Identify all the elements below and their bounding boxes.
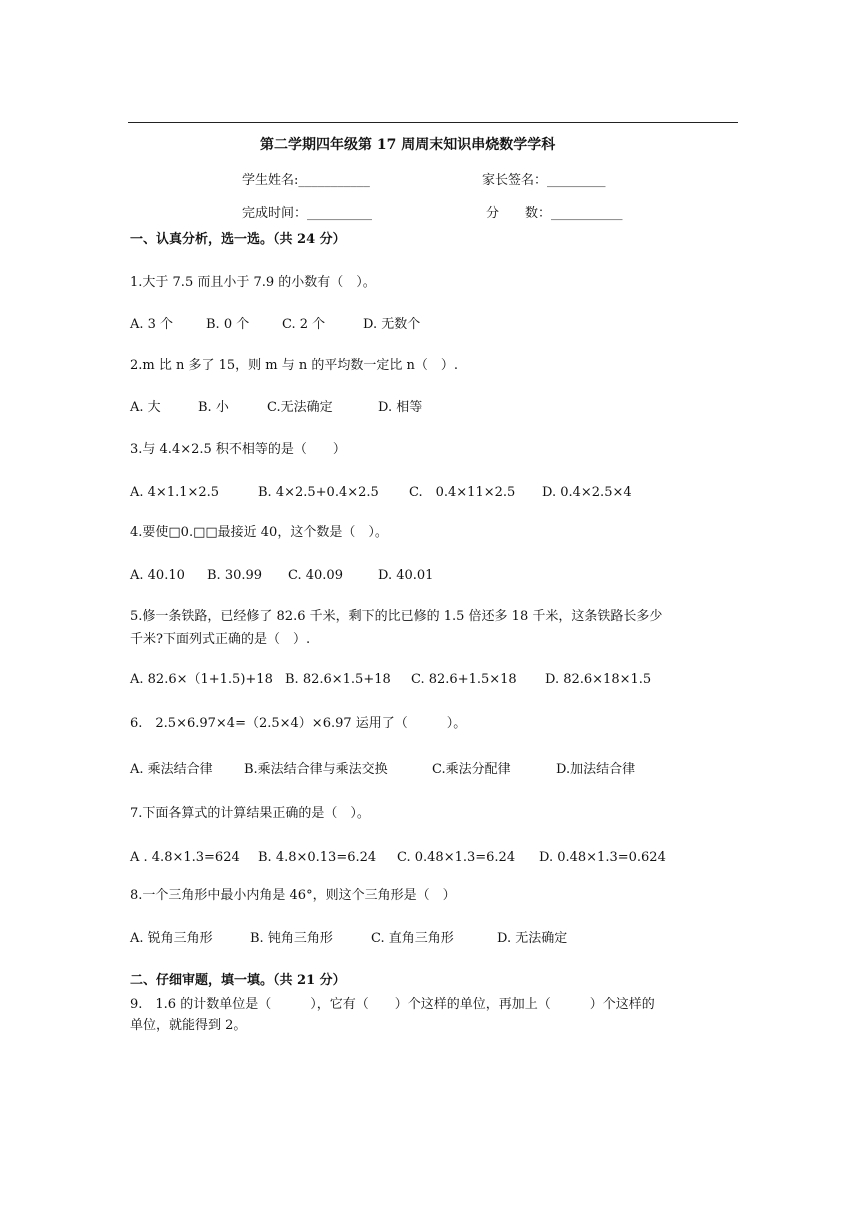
section2-heading: 二、仔细审题，填一填。（共 21 分） <box>130 973 346 988</box>
page-title: 第二学期四年级第 17 周周末知识串烧数学学科 <box>260 137 556 153</box>
q6-option-c: C.乘法分配律 <box>432 762 511 777</box>
q5-option-c: C. 82.6+1.5×18 <box>411 672 517 687</box>
q4-option-a: A. 40.10 <box>130 568 185 583</box>
q7-option-c: C. 0.48×1.3=6.24 <box>397 850 516 865</box>
q1-option-a: A. 3 个 <box>130 317 174 332</box>
question-4: 4.要使□0.□□最接近 40，这个数是（ ）。 <box>130 525 388 540</box>
q3-option-d: D. 0.4×2.5×4 <box>542 485 632 500</box>
question-3: 3.与 4.4×2.5 积不相等的是（ ） <box>130 442 346 457</box>
header-rule <box>128 122 738 123</box>
q4-option-b: B. 30.99 <box>207 568 263 583</box>
question-1: 1.大于 7.5 而且小于 7.9 的小数有（ ）。 <box>130 275 376 290</box>
q2-option-d: D. 相等 <box>378 400 423 415</box>
score-field: 分 数：___________ <box>486 206 623 221</box>
q2-option-a: A. 大 <box>130 400 161 415</box>
q6-option-a: A. 乘法结合律 <box>130 762 213 777</box>
q7-option-a: A . 4.8×1.3=624 <box>130 850 240 865</box>
q8-option-a: A. 锐角三角形 <box>130 931 213 946</box>
question-9-cont: 单位，就能得到 2。 <box>130 1018 247 1033</box>
q2-option-b: B. 小 <box>198 400 229 415</box>
q1-option-c: C. 2 个 <box>282 317 326 332</box>
question-8: 8.一个三角形中最小内角是 46°，则这个三角形是（ ） <box>130 888 456 903</box>
q7-option-b: B. 4.8×0.13=6.24 <box>258 850 377 865</box>
question-7: 7.下面各算式的计算结果正确的是（ ）。 <box>130 806 370 821</box>
q3-option-c: C. 0.4×11×2.5 <box>409 485 516 500</box>
q3-option-b: B. 4×2.5+0.4×2.5 <box>258 485 379 500</box>
question-9: 9. 1.6 的计数单位是（ ），它有（ ）个这样的单位，再加上（ ）个这样的 <box>130 997 655 1012</box>
question-6: 6. 2.5×6.97×4=（2.5×4）×6.97 运用了（ ）。 <box>130 716 467 731</box>
finish-time-field: 完成时间：__________ <box>242 206 373 221</box>
q1-option-d: D. 无数个 <box>363 317 421 332</box>
question-2: 2.m 比 n 多了 15，则 m 与 n 的平均数一定比 n（ ）. <box>130 358 459 373</box>
q6-option-d: D.加法结合律 <box>556 762 636 777</box>
q8-option-c: C. 直角三角形 <box>371 931 454 946</box>
q7-option-d: D. 0.48×1.3=0.624 <box>539 850 666 865</box>
parent-sign-field: 家长签名：_________ <box>482 173 606 188</box>
question-5-cont: 千米?下面列式正确的是（ ）. <box>130 632 311 647</box>
q2-option-c: C.无法确定 <box>267 400 333 415</box>
q4-option-c: C. 40.09 <box>288 568 343 583</box>
q5-option-d: D. 82.6×18×1.5 <box>545 672 652 687</box>
section1-heading: 一、认真分析，选一选。（共 24 分） <box>130 232 346 247</box>
q6-option-b: B.乘法结合律与乘法交换 <box>244 762 388 777</box>
q3-option-a: A. 4×1.1×2.5 <box>130 485 220 500</box>
q5-option-b: B. 82.6×1.5+18 <box>285 672 391 687</box>
q5-option-a: A. 82.6×（1+1.5)+18 <box>130 672 273 687</box>
q8-option-d: D. 无法确定 <box>497 931 568 946</box>
q1-option-b: B. 0 个 <box>206 317 250 332</box>
q8-option-b: B. 钝角三角形 <box>250 931 333 946</box>
student-name-field: 学生姓名:___________ <box>242 173 370 188</box>
question-5: 5.修一条铁路，已经修了 82.6 千米，剩下的比已修的 1.5 倍还多 18 千米，这条铁路长多少 <box>130 609 663 624</box>
q4-option-d: D. 40.01 <box>378 568 434 583</box>
